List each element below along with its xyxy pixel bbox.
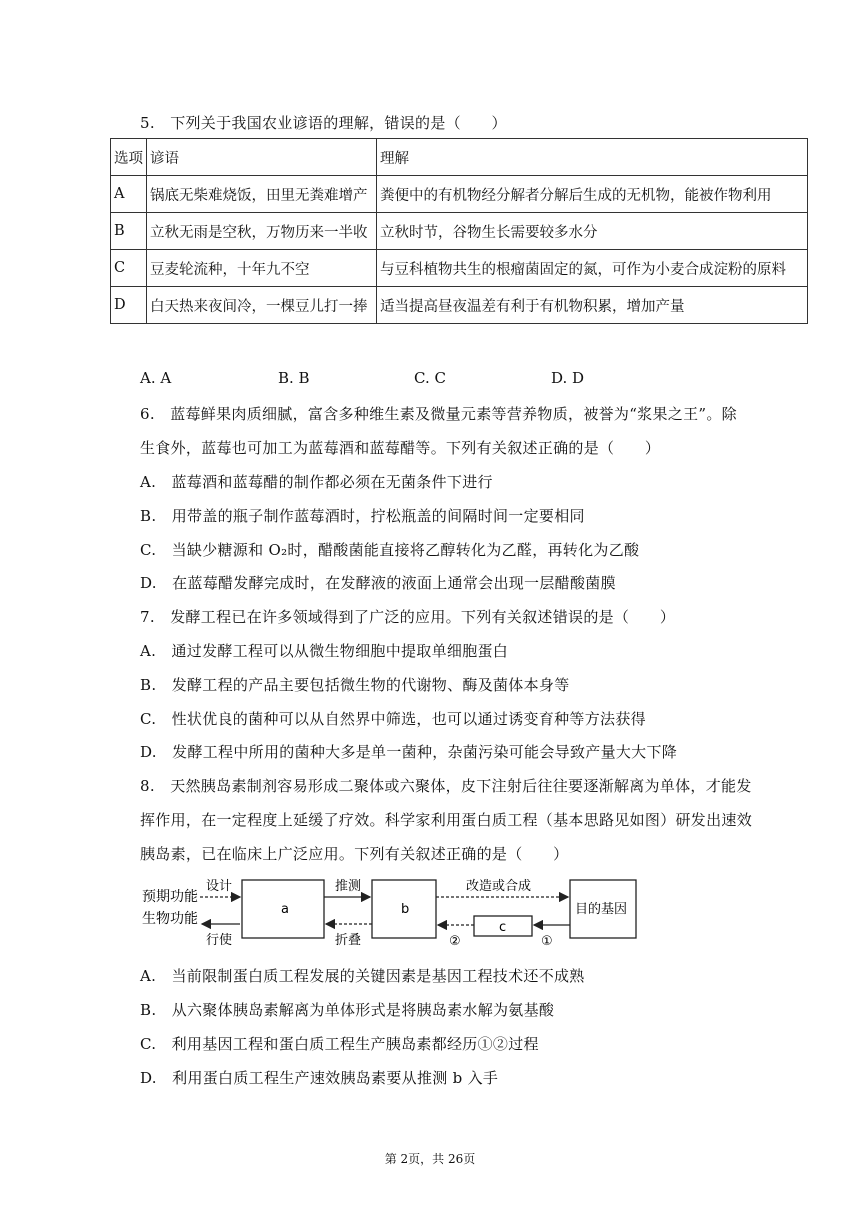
protein-engineering-diagram (140, 872, 640, 952)
q6-stem-line2: 生食外，蓝莓也可加工为蓝莓酒和蓝莓醋等。下列有关叙述正确的是（ ） (140, 439, 661, 457)
q5-choice-d[interactable]: D. D (551, 369, 585, 387)
q8-option-d[interactable]: D. 利用蛋白质工程生产速效胰岛素要从推测 b 入手 (140, 1069, 499, 1087)
table-header-cell: 理解 (377, 139, 808, 176)
table-cell: C (111, 250, 147, 287)
q6-option-c[interactable]: C. 当缺少糖源和 O₂时，醋酸菌能直接将乙醇转化为乙醛，再转化为乙酸 (140, 541, 640, 559)
q5-table (110, 138, 808, 324)
table-cell: D (111, 287, 147, 324)
label-expected-function: 预期功能 (142, 889, 198, 905)
q7-option-d[interactable]: D. 发酵工程中所用的菌种大多是单一菌种，杂菌污染可能会导致产量大大下降 (140, 743, 678, 761)
table-row (111, 250, 808, 287)
q8-stem-line1: 8. 天然胰岛素制剂容易形成二聚体或六聚体，皮下注射后往往要逐渐解离为单体，才能发 (140, 777, 752, 795)
table-cell: 豆麦轮流种，十年九不空 (147, 250, 377, 287)
table-cell: 立秋无雨是空秋，万物历来一半收 (147, 213, 377, 250)
label-modify: 改造或合成 (466, 879, 532, 894)
label-circle-2: ② (449, 934, 461, 949)
table-header-cell: 选项 (111, 139, 147, 176)
q8-option-a[interactable]: A. 当前限制蛋白质工程发展的关键因素是基因工程技术还不成熟 (140, 967, 585, 985)
table-cell: 适当提高昼夜温差有利于有机物积累，增加产量 (377, 287, 808, 324)
label-design: 设计 (206, 879, 233, 894)
table-cell: B (111, 213, 147, 250)
q6-option-b[interactable]: B. 用带盖的瓶子制作蓝莓酒时，拧松瓶盖的间隔时间一定要相同 (140, 507, 585, 525)
q5-choice-b[interactable]: B. B (278, 369, 310, 387)
q6-option-a[interactable]: A. 蓝莓酒和蓝莓醋的制作都必须在无菌条件下进行 (140, 473, 493, 491)
label-fold: 折叠 (335, 933, 362, 948)
q7-option-b[interactable]: B. 发酵工程的产品主要包括微生物的代谢物、酶及菌体本身等 (140, 676, 570, 694)
q7-stem: 7. 发酵工程已在许多领域得到了广泛的应用。下列有关叙述错误的是（ ） (140, 608, 676, 626)
q5-choice-c[interactable]: C. C (414, 369, 446, 387)
table-cell: 锅底无柴难烧饭，田里无粪难增产 (147, 176, 377, 213)
q5-stem: 5. 下列关于我国农业谚语的理解，错误的是（ ） (140, 114, 507, 132)
box-b-label: b (401, 902, 410, 917)
q8-option-b[interactable]: B. 从六聚体胰岛素解离为单体形式是将胰岛素水解为氨基酸 (140, 1001, 555, 1019)
table-cell: 立秋时节，谷物生长需要较多水分 (377, 213, 808, 250)
q8-stem-line3: 胰岛素，已在临床上广泛应用。下列有关叙述正确的是（ ） (140, 845, 569, 863)
label-infer: 推测 (335, 879, 362, 894)
q7-option-a[interactable]: A. 通过发酵工程可以从微生物细胞中提取单细胞蛋白 (140, 642, 509, 660)
table-header-cell: 谚语 (147, 139, 377, 176)
q6-stem-line1: 6. 蓝莓鲜果肉质细腻，富含多种维生素及微量元素等营养物质，被誉为“浆果之王”。除 (140, 405, 737, 423)
table-cell: 白天热来夜间冷，一棵豆儿打一捧 (147, 287, 377, 324)
q8-stem-line2: 挥作用，在一定程度上延缓了疗效。科学家利用蛋白质工程（基本思路见如图）研发出速效 (140, 811, 753, 829)
table-row (111, 213, 808, 250)
label-circle-1: ① (541, 934, 553, 949)
box-c-label: c (499, 920, 507, 935)
q5-choice-a[interactable]: A. A (140, 369, 172, 387)
page-footer: 第 2页，共 26页 (384, 1152, 476, 1166)
table-cell: 粪便中的有机物经分解者分解后生成的无机物，能被作物利用 (377, 176, 808, 213)
table-row (111, 287, 808, 324)
table-cell: 与豆科植物共生的根瘤菌固定的氮，可作为小麦合成淀粉的原料 (377, 250, 808, 287)
label-biological-function: 生物功能 (142, 911, 198, 927)
label-execute: 行使 (206, 933, 233, 948)
q6-option-d[interactable]: D. 在蓝莓醋发酵完成时，在发酵液的液面上通常会出现一层醋酸菌膜 (140, 574, 616, 592)
table-row (111, 176, 808, 213)
table-cell: A (111, 176, 147, 213)
q8-option-c[interactable]: C. 利用基因工程和蛋白质工程生产胰岛素都经历①②过程 (140, 1035, 539, 1053)
table-header-row (111, 139, 808, 176)
box-a-label: a (281, 902, 289, 917)
target-gene-label: 目的基因 (575, 902, 628, 917)
q7-option-c[interactable]: C. 性状优良的菌种可以从自然界中筛选，也可以通过诱变育种等方法获得 (140, 710, 646, 728)
